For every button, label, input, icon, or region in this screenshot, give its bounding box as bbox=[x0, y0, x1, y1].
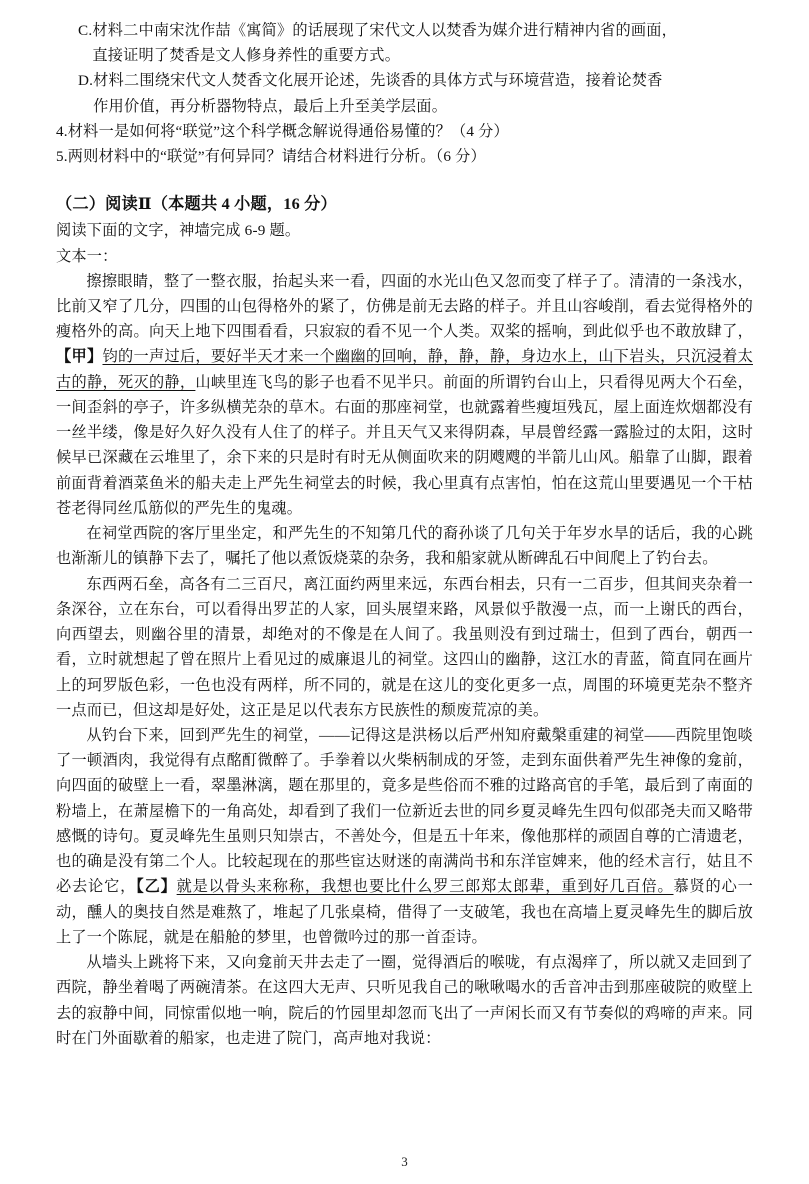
paragraph-4 bbox=[56, 723, 753, 950]
text-label: 文本一： bbox=[56, 247, 118, 265]
question-5: 5.两则材料中的“联觉”有何异同？请结合材料进行分析。（6 分） bbox=[56, 148, 486, 166]
run-text: 东西两石垒，高各有二三百尺，离江面约两里来远，东西台相去，只有一二百步，但其间夹杂着一条深谷，立在东台，可以看得出罗芷的人家，回头展望来路，风景似乎散漫一点，而一上谢氏的西台，向西望去，则幽谷里的清景，却绝对的不像是在人间了。我虽则没有到过瑞士，但到了西台，朝西一看，立时就想起了曾在照片上看见过的威廉退儿的祠堂。这四山的幽静，这江水的青蓝，简直同在画片上的珂罗版色彩，一色也没有两样，所不同的，就是在这儿的变化更多一点，周围的环境更芜杂不整齐一点而已，但这却是好处，这正是足以代表东方民族性的颓废荒凉的美。 bbox=[56, 575, 753, 719]
choice-c-mark: C. bbox=[78, 22, 93, 39]
question-4: 4.材料一是如何将“联觉”这个科学概念解说得通俗易懂的？（4 分） bbox=[56, 122, 509, 140]
marker-jia: 【甲】 bbox=[56, 348, 103, 366]
choice-d-line1: 材料二围绕宋代文人焚香文化展开论述，先谈香的具体方式与环境营造，接着论焚香 bbox=[93, 72, 663, 90]
run-text: 从墙头上跳将下来，又向龛前天井去走了一圈，觉得酒后的喉咙，有点渴痒了，所以就又走回到了西院，静坐着喝了两碗清茶。在这四大无声、只听见我自己的啾啾喝水的舌音冲击到那座破院的败壁上去的寂静中间，同惊雷似地一响，院后的竹园里却忽而飞出了一声闲长而又有节奏似的鸡啼的声来。同时在门外面歇着的船家，也走进了院门，高声地对我说： bbox=[56, 954, 753, 1047]
run-text: 擦擦眼睛，整了一整衣服，抬起头来一看，四面的水光山色又忽而变了样子了。清清的一条浅水，比前又窄了几分，四围的山包得格外的紧了，仿佛是前无去路的样子。并且山容峻削，看去觉得格外的瘦格外的高。向天上地下四围看看，只寂寂的看不见一个人类。双桨的摇响，到此似乎也不敢放肆了， bbox=[56, 272, 753, 341]
underlined-sentence-jia: 钧的一声过后，要好半天才来一个幽幽的回响，静，静，静，身边水上，山下岩头，只沉浸着太古的静，死灭的静， bbox=[56, 348, 753, 391]
paragraph-2 bbox=[56, 521, 753, 571]
choice-option-d bbox=[56, 68, 753, 118]
section-instruction: 阅读下面的文字，神墙完成 6-9 题。 bbox=[56, 222, 301, 240]
paragraph-3 bbox=[56, 572, 753, 723]
section-heading: （二）阅读Ⅱ（本题共 4 小题，16 分） bbox=[56, 195, 337, 214]
paragraph-5 bbox=[56, 950, 753, 1051]
page-number: 3 bbox=[401, 1154, 408, 1169]
choice-c-text bbox=[92, 18, 753, 68]
choice-d-line2: 作用价值，再分析器物特点，最后上升至美学层面。 bbox=[93, 97, 448, 115]
underlined-sentence-yi: 就是以骨头来称称，我想也要比什么罗三郎郑太郎辈，重到好几百倍。 bbox=[176, 878, 674, 896]
run-text: 在祠堂西院的客厅里坐定，和严先生的不知第几代的裔孙谈了几句关于年岁水旱的话后，我的心跳也渐渐儿的镇静下去了，嘱托了他以煮饭烧菜的杂务，我和船家就从断碑乱石中间爬上了钓台去。 bbox=[56, 525, 753, 568]
choice-d-text bbox=[93, 68, 753, 118]
choice-c-line1: 材料二中南宋沈作喆《寓简》的话展现了宋代文人以焚香为媒介进行精神内省的画面， bbox=[92, 22, 678, 39]
choice-d-mark: D. bbox=[78, 72, 94, 90]
choice-option-c bbox=[56, 18, 753, 68]
document-body bbox=[56, 18, 753, 1051]
run-text: 慕贤的心一动，醺人的奥技自然是难熬了，堆起了几张桌椅，借得了一支破笔，我也在高墙上夏灵峰先生的脚后放上了一个陈屁，就是在船舱的梦里，也曾微吟过的那一首歪诗。 bbox=[56, 878, 753, 946]
marker-yi: 【乙】 bbox=[136, 878, 177, 896]
run-text: 山峡里连飞鸟的影子也看不见半只。前面的所谓钓台山上，只看得见两大个石垒，一间歪斜的亭子，许多纵横芜杂的草木。右面的那座祠堂，也就露着些瘦垣残瓦，屋上面连炊烟都没有一丝半缕，像是好久好久没有人住了的样子。并且天气又来得阴森，早晨曾经露一露脸过的太阳，这时候早已深藏在云堆里了，余下来的只是时有时无从侧面吹来的阴飕飕的半箭儿山风。船靠了山脚，跟着前面背着酒菜鱼米的船夫走上严先生祠堂去的时候，我心里真有点害怕，怕在这荒山里要遇见一个干枯苍老得同丝瓜筋似的严先生的鬼魂。 bbox=[56, 373, 753, 517]
choice-c-line2: 直接证明了焚香是文人修身养性的重要方式。 bbox=[92, 47, 401, 65]
run-text: 从钓台下来，回到严先生的祠堂，——记得这是洪杨以后严州知府戴槃重建的祠堂——西院里饱啖了一顿酒肉，我觉得有点酩酊微醉了。手拳着以火柴柄制成的牙签，走到东面供着严先生神像的龛前，向四面的破壁上一看，翠墨淋漓，题在那里的，竟多是些俗而不雅的过路高官的手笔，最后到了南面的粉墙上，在萧屋檐下的一角高处，却看到了我们一位新近去世的同乡夏灵峰先生四句似邵尧夫而又略带感慨的诗句。夏灵峰先生虽则只知崇古，不善处今，但是五十年来，像他那样的顽固自尊的亡清遗老，也的确是没有第二个人。比较起现在的那些宦达财迷的南满尚书和东洋宦婢来，他的经术言行，姑且不必去论它， bbox=[56, 726, 753, 896]
paragraph-1 bbox=[56, 269, 753, 521]
